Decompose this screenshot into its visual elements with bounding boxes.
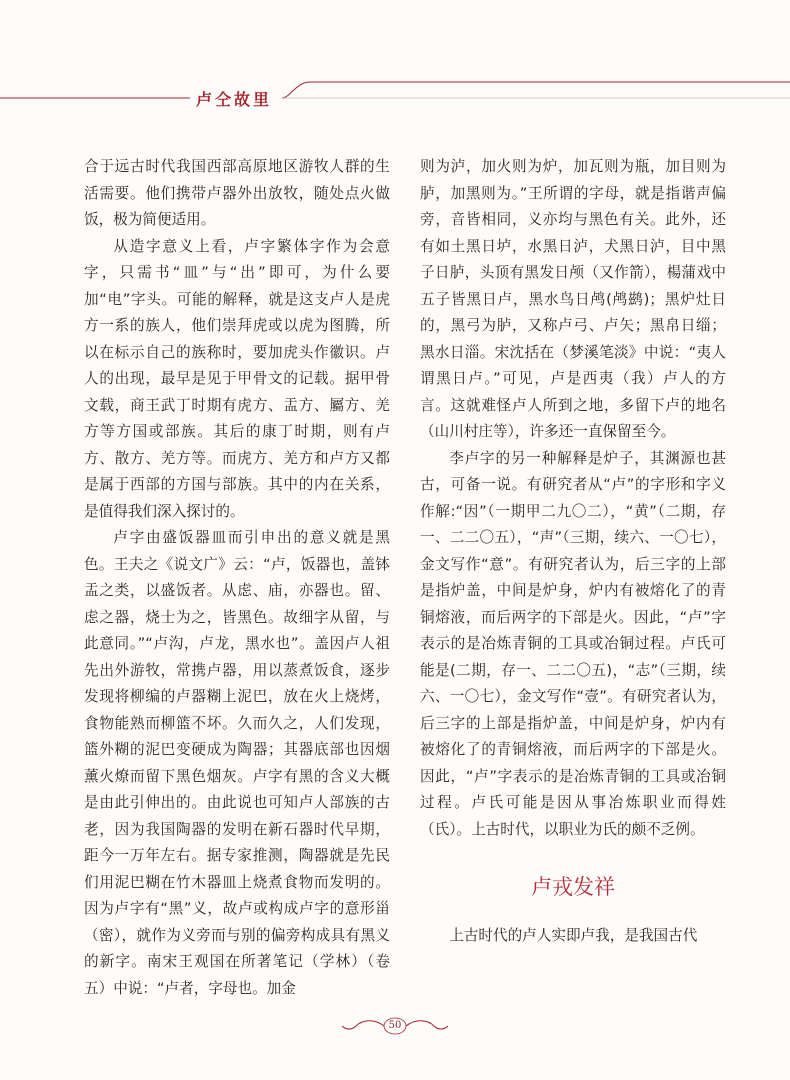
paragraph: 合于远古时代我国西部高原地区游牧人群的生活需要。他们携带卢器外出放牧，随处点火做饭，极为简便适用。 — [84, 158, 390, 228]
page-number: 50 — [388, 1020, 402, 1031]
paragraph: 李卢字的另一种解释是炉子，其渊源也甚古，可备一说。有研究者从“卢”的字形和字义作解:“因”（一期甲二九〇二），“黄”（二期，存一、二二〇五），“声”（三期，续六、一〇七），金文写作“意”。有研究者认为，后三字的上部是指炉盖，中间是炉身，炉内有被熔化了的青铜熔液，而后两字的下部是火。因此，“卢”字表示的是冶炼青铜的工具或冶铜过程。卢氏可能是(二期，存一、二二〇五)，“志”（三期，续六、一〇七），金文写作“壹”。有研究者认为，后三字的上部是指炉盖，中间是炉身，炉内有被熔化了的青铜熔液，而后两字的下部是火。因此，“卢”字表示的是冶炼青铜的工具或冶铜过程。卢氏可能是因从事冶炼职业而得姓（氏）。上古时代，以职业为氏的颇不乏例。 — [420, 449, 726, 838]
paragraph: 卢字由盛饭器皿而引申出的意义就是黑色。王夫之《说文广》云：“卢，饭器也，盖钵盂之类，以盛饭者。从虑、庙，亦器也。留、虑之器，烧士为之，皆黑色。故细字从留，与此意同。”“卢沟，卢龙，黑水也”。盖因卢人祖先出外游牧，常携卢器，用以蒸煮饭食，逐步发现将柳编的卢器糊上泥巴，放在火上烧烤，食物能熟而柳篮不坏。久而久之，人们发现，篮外糊的泥巴变硬成为陶器；其器底部也因烟薰火燎而留下黑色烟灰。卢字有黑的含义大概是由此引伸出的。由此说也可知卢人部族的古老，因为我国陶器的发明在新石器时代早期，距今一万年左右。据专家推测，陶器就是先民们用泥巴糊在竹木器皿上烧煮食物而发明的。因为卢字有“黑”义，故卢或构成卢字的意形甾（密），就作为义旁而与别的偏旁构成具有黑义的新字。南宋王观国在所著笔记（学林）（卷五）中说：“卢者，字母也。加金 — [84, 529, 390, 997]
paragraph: 则为泸，加火则为炉，加瓦则为瓶，加目则为胪，加黑则为。”王所谓的字母，就是指谐声偏旁，音皆相同，义亦均与黑色有关。此外，还有如土黑日垆，水黑日泸，犬黑日泸，目中黑子日胪，头顶有黑发日颅（又作箭），楊蒲戏中五子皆黑日卢，黑水鸟日鸬(鸬鹚)；黑炉灶日的，黑弓为胪，又称卢弓、卢矢；黑帛日缁；黑水日淄。宋沈括在（梦溪笔淡》中说：“夷人谓黑日卢。”可见，卢是西夷（我）卢人的方言。这就难怪卢人所到之地，多留下卢的地名（山川村庄等），许多还一直保留至今。 — [420, 158, 726, 440]
header-ornament — [0, 80, 790, 120]
page-footer — [0, 1012, 790, 1042]
paragraph: 从造字意义上看，卢字繁体字作为会意字，只需书“皿”与“出”即可，为什么要加“电”字头。可能的解释，就是这支卢人是虎方一系的族人，他们崇拜虎或以虎为图腾，所以在标示自己的族称时，要加虎头作徽识。卢人的出现，最早是见于甲骨文的记载。据甲骨文载，商王武丁时期有虎方、盂方、屬方、羌方等方国或部族。其后的康丁时期，则有卢方、散方、羌方等。而虎方、羌方和卢方又都是属于西部的方国与部族。其中的内在关系，是值得我们深入探讨的。 — [84, 237, 390, 520]
section-heading: 卢戎发祥 — [531, 875, 615, 899]
paragraph: 上古时代的卢人实即卢我，是我国古代 — [449, 927, 698, 944]
header-title: 卢仝故里 — [192, 87, 276, 110]
left-column — [84, 154, 390, 1002]
right-column — [420, 154, 726, 950]
page-header — [0, 80, 790, 120]
